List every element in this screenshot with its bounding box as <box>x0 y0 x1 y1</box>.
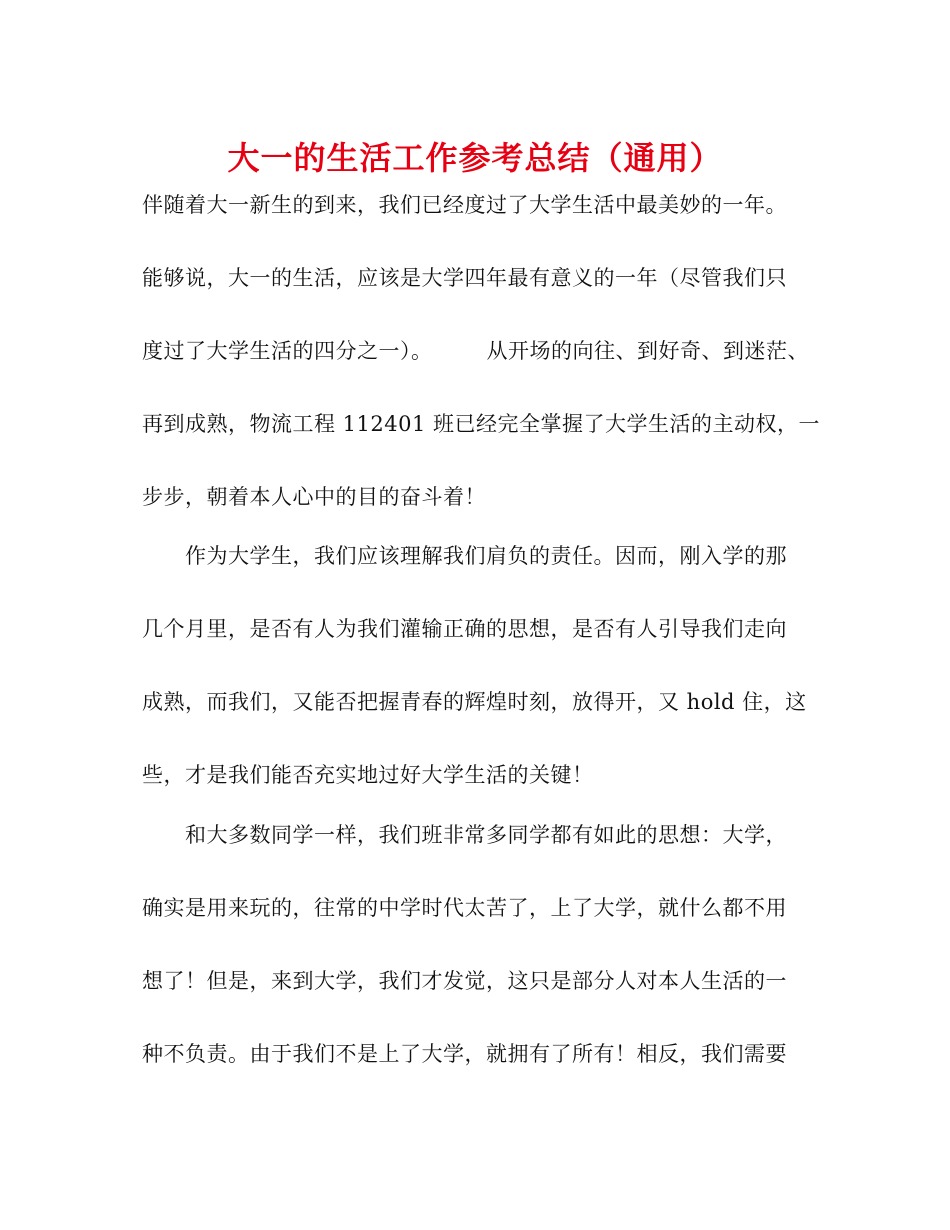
body-line-8: 成熟，而我们，又能否把握青春的辉煌时刻，放得开，又 hold 住，这 <box>142 690 807 714</box>
body-line-7: 几个月里，是否有人为我们灌输正确的思想，是否有人引导我们走向 <box>142 617 787 641</box>
body-line-4: 再到成熟，物流工程 112401 班已经完全掌握了大学生活的主动权，一 <box>142 412 821 436</box>
body-line-12: 想了！但是，来到大学，我们才发觉，这只是部分人对本人生活的一 <box>142 969 787 993</box>
document-title: 大一的生活工作参考总结（通用） <box>227 139 723 177</box>
body-line-13: 种不负责。由于我们不是上了大学，就拥有了所有！相反，我们需要 <box>142 1042 787 1066</box>
body-line-9: 些，才是我们能否充实地过好大学生活的关键！ <box>142 763 594 787</box>
body-line-11: 确实是用来玩的，往常的中学时代太苦了，上了大学，就什么都不用 <box>142 896 787 920</box>
body-line-5: 步步，朝着本人心中的目的奋斗着！ <box>142 485 486 509</box>
body-line-6: 作为大学生，我们应该理解我们肩负的责任。因而，刚入学的那 <box>142 544 787 568</box>
body-line-1: 伴随着大一新生的到来，我们已经度过了大学生活中最美妙的一年。 <box>142 193 787 217</box>
body-line-2: 能够说，大一的生活，应该是大学四年最有意义的一年（尽管我们只 <box>142 266 787 290</box>
body-line-3: 度过了大学生活的四分之一）。 从开场的向往、到好奇、到迷茫、 <box>142 339 809 363</box>
body-line-10: 和大多数同学一样，我们班非常多同学都有如此的思想：大学， <box>142 823 787 847</box>
